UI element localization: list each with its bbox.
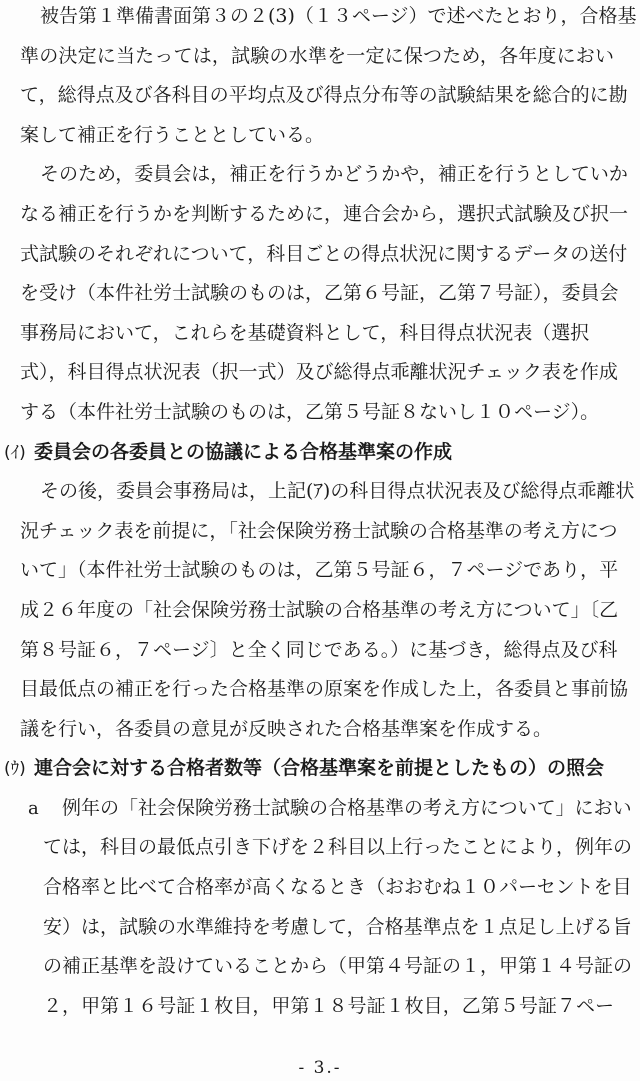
paragraph-2-line: そのため，委員会は，補正を行うかどうかや，補正を行うとしていか	[40, 163, 628, 186]
paragraph-2-line: なる補正を行うかを判断するために，連合会から，選択式試験及び択一	[20, 202, 629, 225]
section-marker: (ｳ)	[4, 759, 26, 780]
paragraph-1-line: 準の決定に当たっては，試験の水準を一定に保つため，各年度におい	[20, 44, 614, 67]
paragraph-3-line: 況チェック表を前提に，「社会保険労務士試験の合格基準の考え方につ	[20, 519, 618, 542]
paragraph-2-line: 式），科目得点状況表（択一式）及び総得点乖離状況チェック表を作成	[20, 361, 618, 384]
section-marker: (ｲ)	[4, 442, 26, 463]
section-heading-u	[0, 749, 614, 789]
page-number: - 3.-	[298, 1058, 342, 1078]
item-marker: a	[28, 797, 39, 819]
section-heading-text: 委員会の各委員との協議による合格基準案の作成	[34, 440, 453, 463]
item-a-line: ２，甲第１６号証１枚目，甲第１８号証１枚目，乙第５号証７ペー	[43, 994, 614, 1017]
section-heading-i	[0, 433, 614, 473]
paragraph-2-line: する（本件社労士試験のものは，乙第５号証８ないし１０ページ）。	[20, 400, 600, 423]
item-a-line: ては，科目の最低点引き下げを２科目以上行ったことにより，例年の	[43, 836, 633, 859]
paragraph-2-line: 式試験のそれぞれについて，科目ごとの得点状況に関するデータの送付	[20, 242, 628, 265]
item-a-line: の補正基準を設けていることから（甲第４号証の１，甲第１４号証の	[43, 955, 633, 978]
paragraph-3-line: いて」（本件社労士試験のものは，乙第５号証６，７ページであり，平	[20, 559, 619, 582]
paragraph-3-line: その後，委員会事務局は，上記(ｱ)の科目得点状況表及び総得点乖離状	[40, 480, 635, 503]
paragraph-1-line: 案して補正を行うこととしている。	[20, 123, 325, 146]
paragraph-3-line: 目最低点の補正を行った合格基準の原案を作成した上，各委員と事前協	[20, 678, 629, 701]
item-a-line: 安）は，試験の水準維持を考慮して，合格基準点を１点足し上げる旨	[43, 915, 632, 938]
section-heading-text: 連合会に対する合格者数等（合格基準案を前提としたもの）の照会	[34, 757, 605, 780]
paragraph-1-line: て，総得点及び各科目の平均点及び得点分布等の試験結果を総合的に勘	[20, 84, 628, 107]
paragraph-3-line: 議を行い，各委員の意見が反映された合格基準案を作成する。	[20, 717, 553, 740]
item-a-text: 例年の「社会保険労務士試験の合格基準の考え方について」におい	[62, 796, 632, 819]
paragraph-3-line: 第８号証６，７ページ〕と全く同じである。）に基づき，総得点及び科	[20, 638, 618, 661]
paragraph-1-line: 被告第１準備書面第３の２(3)（１３ページ）で述べたとおり，合格基	[40, 5, 637, 27]
item-a-line	[0, 789, 632, 829]
paragraph-2-line: を受け（本件社労士試験のものは，乙第６号証，乙第７号証），委員会	[20, 282, 619, 305]
paragraph-2-line: 事務局において，これらを基礎資料として，科目得点状況表（選択	[20, 321, 590, 344]
item-a-line: 合格率と比べて合格率が高くなるとき（おおむね１０パーセントを目	[43, 876, 632, 899]
paragraph-3-line: 成２６年度の「社会保険労務士試験の合格基準の考え方について」〔乙	[20, 598, 619, 621]
